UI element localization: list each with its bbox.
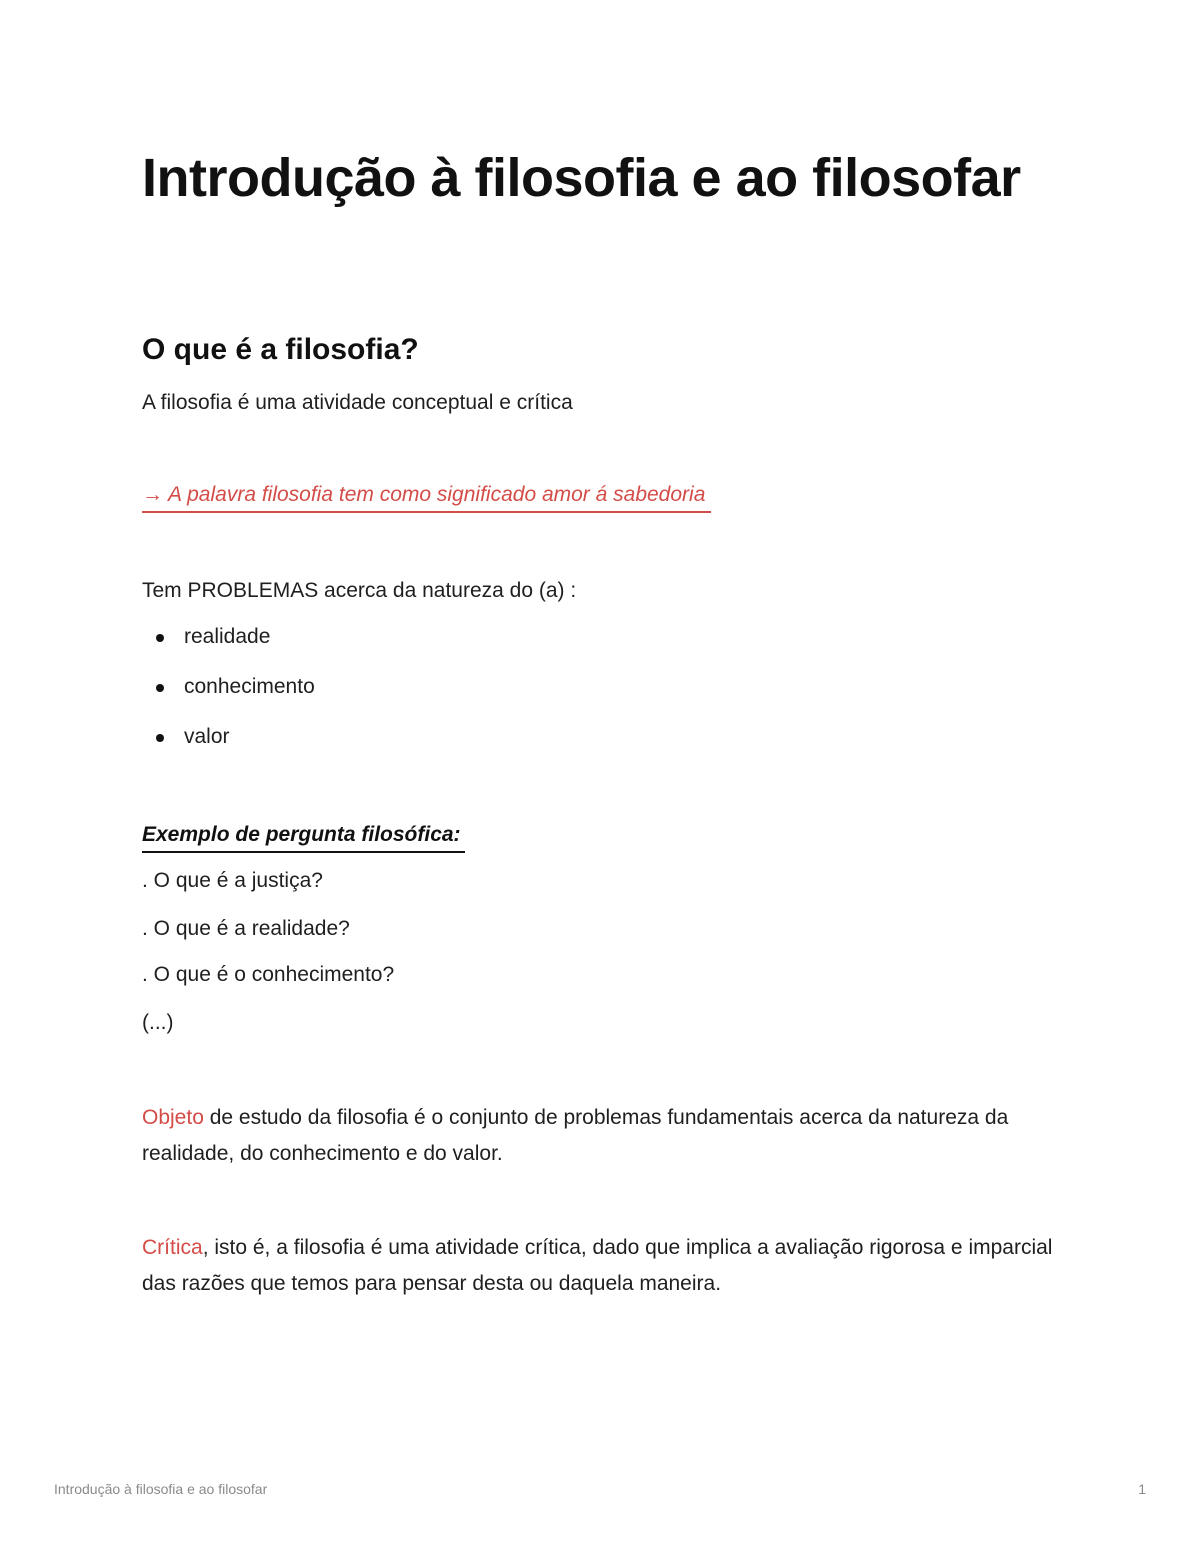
object-term: Objeto xyxy=(142,1106,204,1129)
footer-doc-title: Introdução à filosofia e ao filosofar xyxy=(54,1481,268,1497)
object-text: de estudo da filosofia é o conjunto de problemas fundamentais acerca da natureza da realidade, do conhecimento e do valor. xyxy=(142,1106,1009,1165)
list-item-label: valor xyxy=(184,725,230,748)
critique-term: Crítica xyxy=(142,1236,203,1259)
example-question: . O que é a justiça? xyxy=(142,869,323,892)
object-paragraph xyxy=(142,1100,1062,1172)
critique-paragraph xyxy=(142,1230,1062,1302)
bullet-icon xyxy=(156,684,164,692)
highlight-line: → A palavra filosofia tem como significado amor á sabedoria xyxy=(142,480,711,513)
list-item xyxy=(142,722,315,772)
page-title: Introdução à filosofia e ao filosofar xyxy=(142,148,1021,208)
list-item xyxy=(142,672,315,722)
list-item xyxy=(142,622,315,672)
bullet-icon xyxy=(156,634,164,642)
footer-page-number: 1 xyxy=(1138,1481,1146,1497)
section-heading: O que é a filosofia? xyxy=(142,333,419,366)
example-question: . O que é o conhecimento? xyxy=(142,963,395,986)
example-question: . O que é a realidade? xyxy=(142,917,350,940)
intro-text: A filosofia é uma atividade conceptual e crítica xyxy=(142,391,573,414)
bullet-icon xyxy=(156,734,164,742)
problems-intro: Tem PROBLEMAS acerca da natureza do (a) : xyxy=(142,579,577,602)
critique-text: , isto é, a filosofia é uma atividade crítica, dado que implica a avaliação rigorosa e imparcial das razões que temos para pensar desta ou daquela maneira. xyxy=(142,1236,1053,1295)
list-item-label: realidade xyxy=(184,625,271,648)
problems-list xyxy=(142,622,315,772)
example-heading: Exemplo de pergunta filosófica: xyxy=(142,820,465,853)
list-item-label: conhecimento xyxy=(184,675,315,698)
example-question: (...) xyxy=(142,1011,174,1034)
